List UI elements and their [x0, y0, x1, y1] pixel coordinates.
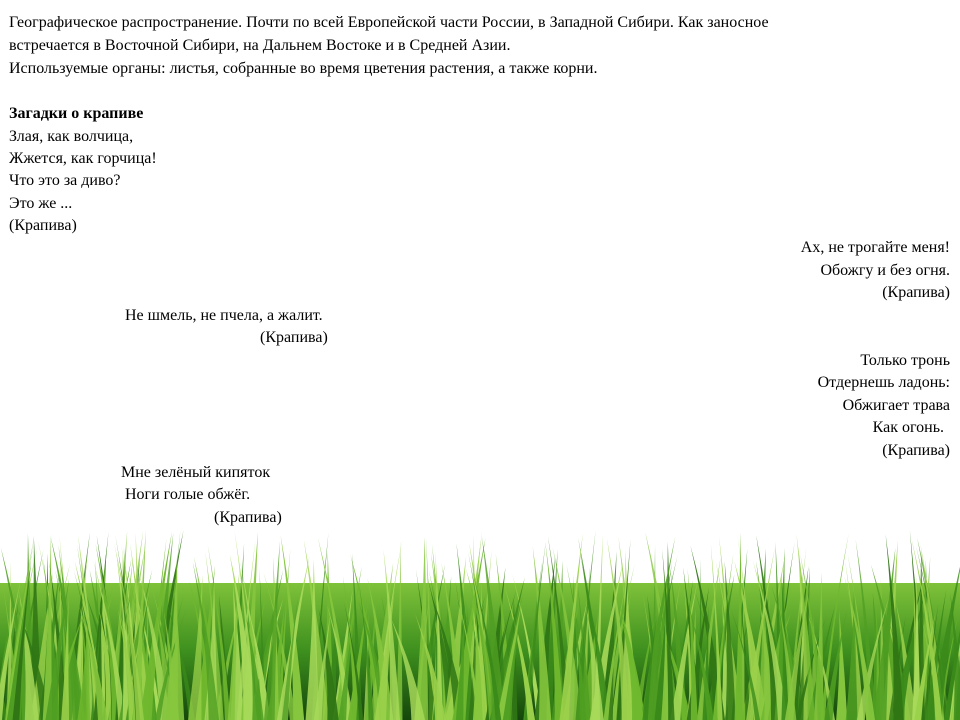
- riddle-1-line: Что это за диво?: [9, 172, 121, 189]
- riddle-4-line: Только тронь: [860, 352, 950, 369]
- riddle-1-answer: (Крапива): [9, 217, 77, 234]
- riddle-4-line: Как огонь.: [872, 419, 944, 436]
- riddle-5-line: Ноги голые обжёг.: [125, 486, 251, 503]
- grass-image: [0, 528, 960, 720]
- intro-line-3: Используемые органы: листья, собранные во время цветения растения, а также корни.: [9, 60, 598, 77]
- riddle-1-line: Это же ...: [9, 195, 73, 212]
- riddle-1-line: Жжется, как горчица!: [9, 150, 157, 167]
- riddle-3-line: Не шмель, не пчела, а жалит.: [125, 307, 323, 324]
- riddles-heading: Загадки о крапиве: [9, 105, 144, 122]
- intro-line-1: Географическое распространение. Почти по всей Европейской части России, в Западной Сибири. Как заносное: [9, 14, 769, 31]
- riddle-4-line: Обжигает трава: [842, 397, 950, 414]
- riddle-2-line: Ах, не трогайте меня!: [800, 239, 950, 256]
- riddle-5-line: Мне зелёный кипяток: [121, 464, 271, 481]
- riddle-3-answer: (Крапива): [260, 329, 328, 346]
- riddle-4-line: Отдернешь ладонь:: [817, 374, 950, 391]
- riddle-4-answer: (Крапива): [882, 442, 950, 459]
- riddle-2-line: Обожгу и без огня.: [820, 262, 950, 279]
- riddle-1-line: Злая, как волчица,: [9, 128, 134, 145]
- riddle-5-answer: (Крапива): [214, 509, 282, 526]
- riddle-2-answer: (Крапива): [882, 284, 950, 301]
- intro-line-2: встречается в Восточной Сибири, на Дальнем Востоке и в Средней Азии.: [9, 37, 511, 54]
